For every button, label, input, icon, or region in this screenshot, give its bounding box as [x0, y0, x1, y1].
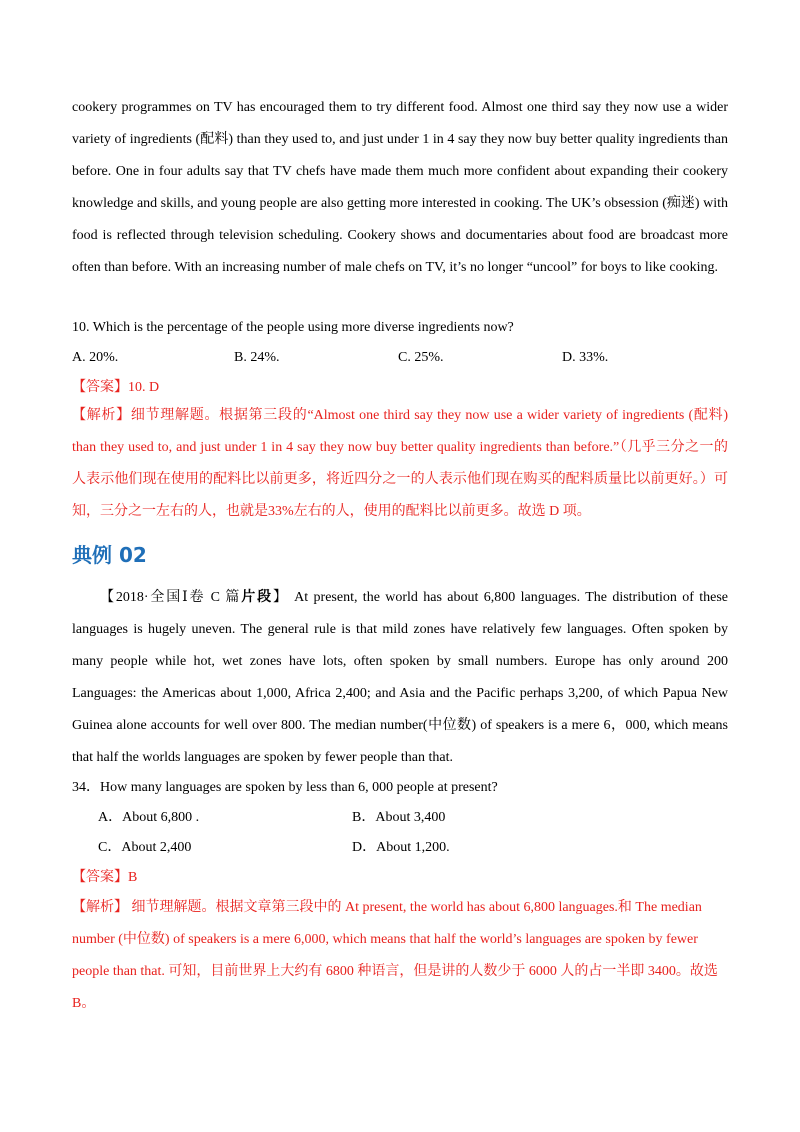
source-tag-close: 】	[272, 590, 289, 605]
q34-option-b: B．About 3,400	[352, 810, 446, 825]
q34-answer: 【答案】B	[72, 870, 138, 885]
example2-passage	[72, 582, 728, 774]
q34-analysis: 【解析】 细节理解题。根据文章第三段中的 At present, the world has about 6,800 languages.和 The median number (中位数) of speakers is a mere 6,000, which means that half the world’s languages are spoken by fewer people than that. 可知，目前世界上大约有 6800 种语言，但是讲的人数少于 6000 人的占一半即 3400。故选 B。	[72, 900, 718, 1011]
question-34: 34．How many languages are spoken by less than 6, 000 people at present?	[72, 780, 498, 795]
q10-answer: 【答案】10. D	[72, 380, 160, 395]
q10-option-b: B. 24%.	[234, 350, 280, 365]
q10-option-a: A. 20%.	[72, 350, 119, 365]
source-tag-bold: 片段	[241, 590, 273, 605]
question-10: 10. Which is the percentage of the people using more diverse ingredients now?	[72, 320, 514, 335]
example-heading: 典例 02	[72, 543, 147, 567]
q10-option-c: C. 25%.	[398, 350, 444, 365]
q10-option-d: D. 33%.	[562, 350, 609, 365]
q34-option-c: C．About 2,400	[98, 840, 192, 855]
q34-option-a: A．About 6,800 .	[98, 810, 200, 825]
source-tag: 【2018·全国Ⅰ卷 C 篇	[100, 590, 242, 605]
q10-analysis: 【解析】细节理解题。根据第三段的“Almost one third say they now use a wider variety of ingredients (配料) than they used to, and just under 1 in 4 say they now buy better quality ingredients than before.”（几乎三分之一的人表示他们现在使用的配料比以前更多，将近四分之一的人表示他们现在购买的配料质量比以前更好。）可知，三分之一左右的人，也就是33%左右的人，使用的配料比以前更多。故选 D 项。	[72, 408, 728, 519]
example2-passage-text: At present, the world has about 6,800 languages. The distribution of these languages is hugely uneven. The general rule is that mild zones have relatively few languages. Often spoken by many people while hot, wet zones have lots, often spoken by small numbers. Europe has only around 200 Languages: the Americas about 1,000, Africa 2,400; and Asia and the Pacific perhaps 3,200, of which Papua New Guinea alone accounts for well over 800. The median number(中位数) of speakers is a mere 6，000, which means that half the worlds languages are spoken by fewer people than that.	[72, 590, 729, 765]
q34-option-d: D．About 1,200.	[352, 840, 450, 855]
passage-paragraph: cookery programmes on TV has encouraged them to try different food. Almost one third say they now use a wider variety of ingredients (配料) than they used to, and just under 1 in 4 say they now buy better quality ingredients than before. One in four adults say that TV chefs have made them much more confident about expanding their cookery knowledge and skills, and young people are also getting more interested in cooking. The UK’s obsession (痴迷) with food is reflected through television scheduling. Cookery shows and documentaries about food are broadcast more often than before. With an increasing number of male chefs on TV, it’s no longer “uncool” for boys to like cooking.	[72, 100, 728, 275]
